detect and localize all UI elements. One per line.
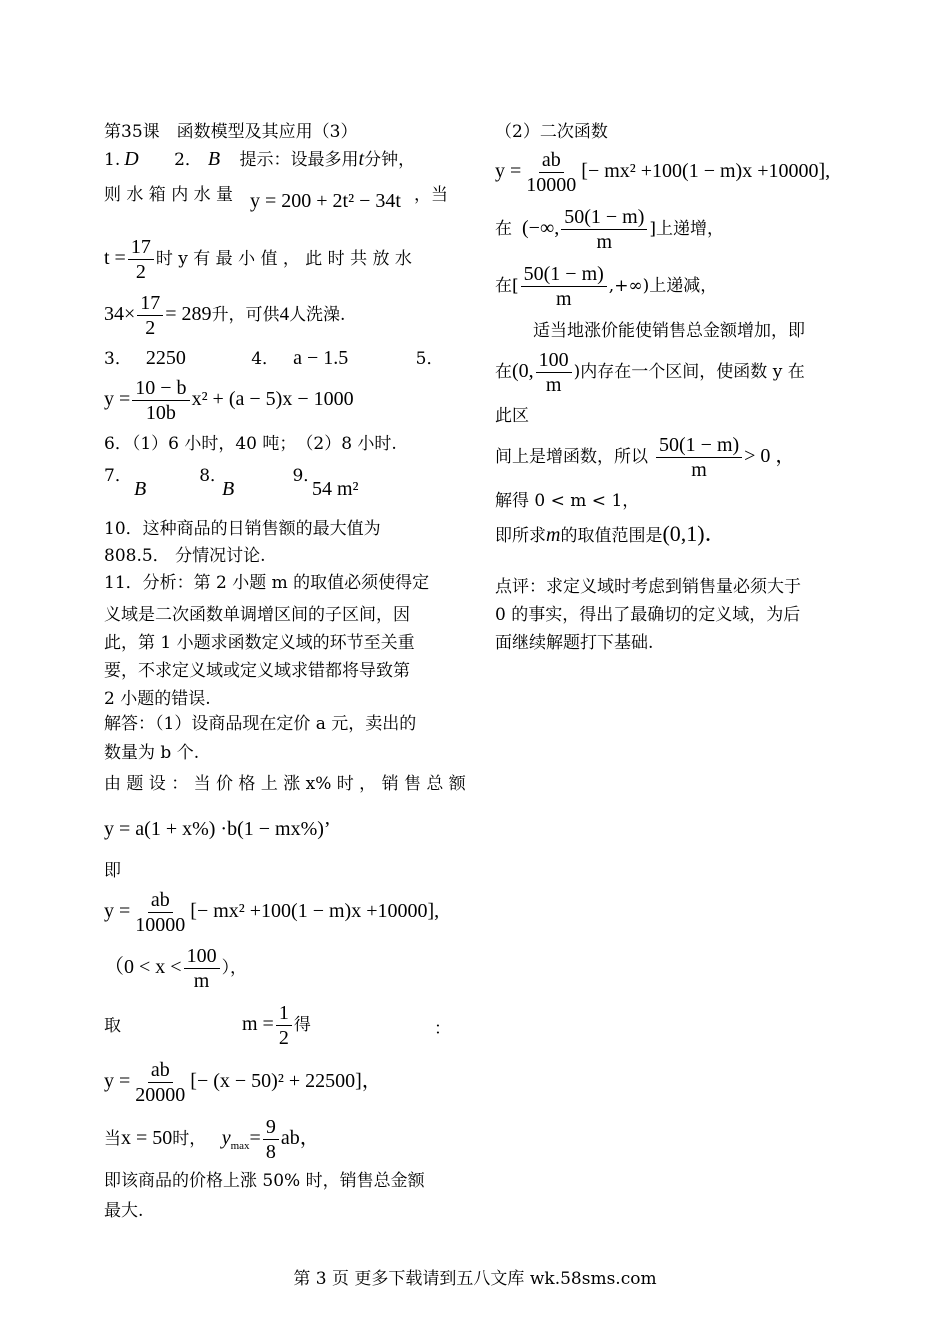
q7-answer: B [134, 478, 147, 500]
q6-answer: 6．（1）6 小时，40 吨； （2）8 小时. [104, 434, 397, 454]
q5-formula: y = $\frac{10 - b}{10b}$ x² + (a − 5)x − 1000 [104, 377, 354, 424]
increasing-interval: 在 (−∞, $\frac{50(1 - m)}{m}$ ]上递增， [495, 206, 724, 253]
q8-answer: B [222, 478, 235, 500]
solution-ji: 即 [104, 861, 121, 881]
q11-analysis-1: 11．分析：第 2 小题 m 的取值必须使得定 [104, 573, 430, 593]
q10-line1: 10．这种商品的日销售额的最大值为 [104, 519, 381, 539]
solution-max: 当x = 50时， $y_{max}=$ $\frac{9}{8}$ ab， [104, 1116, 320, 1163]
q2-min-line: t = $\frac{17}{2}$ 时 y 有 最 小 值 ， 此 时 共 放 水 [104, 236, 412, 283]
q11-analysis-5: 2 小题的错误. [104, 689, 211, 709]
result-line-1: 解得 0 < m < 1， [495, 491, 640, 511]
solution-formula-2: y = $\frac{ab}{10000}$ [− mx² +100(1 − m)x +10000], [104, 889, 440, 936]
reasoning-line-2: 在(0, $\frac{100}{m}$ )内存在一个区间，使函数 y 在 [495, 349, 805, 396]
q7-q8-q9-line: 7． 8． 9． [104, 466, 321, 486]
decreasing-interval: 在[ $\frac{50(1 - m)}{m}$ ,+∞)上递减， [495, 263, 718, 310]
solution-line-2: 数量为 b 个. [104, 743, 200, 763]
reasoning-line-1: 适当地涨价能使销售总金额增加，即 [533, 321, 805, 341]
solution-conclusion-2: 最大. [104, 1201, 144, 1221]
reasoning-line-3: 此区 [495, 406, 529, 426]
solution-take: 取 [104, 1016, 121, 1036]
q1-q2-line: 1. D 2． B 提示：设最多用t分钟， [104, 148, 416, 170]
q3-q4-q5-line: 3． 2250 4． a − 1.5 5． [104, 347, 444, 369]
comment-line-1: 点评：求定义域时考虑到销售量必须大于 [495, 577, 801, 597]
q11-analysis-4: 要，不求定义域或定义域求错都将导致第 [104, 661, 410, 681]
q11-analysis-3: 此，第 1 小题求函数定义域的环节至关重 [104, 633, 415, 653]
part2-title: （2）二次函数 [495, 122, 608, 142]
lesson-title: 第35课 函数模型及其应用（3） [104, 122, 358, 142]
solution-m-value: m = $\frac{1}{2}$ 得 [242, 1002, 311, 1049]
solution-formula-3: y = $\frac{ab}{20000}$ [− (x − 50)² + 22500]， [104, 1059, 382, 1106]
q2-volume-formula: y = 200 + 2t² − 34t [250, 190, 401, 212]
q9-answer: 54 m² [312, 478, 359, 500]
page-footer: 第 3 页 更多下载请到五八文库 wk.58sms.com [293, 1269, 657, 1289]
q2-product-line: 34× $\frac{17}{2}$ = 289升，可供4人洗澡. [104, 292, 346, 339]
solution-conclusion-1: 即该商品的价格上涨 50% 时，销售总金额 [104, 1171, 425, 1191]
solution-line-3: 由 题 设 ： 当 价 格 上 涨 x% 时 ， 销 售 总 额 [104, 774, 466, 794]
q10-line2: 808.5． 分情况讨论. [104, 546, 266, 566]
comment-line-3: 面继续解题打下基础. [495, 633, 654, 653]
part2-formula: y = $\frac{ab}{10000}$ [− mx² +100(1 − m)x +10000], [495, 149, 831, 196]
solution-formula-1: y = a(1 + x%) ·b(1 − mx%)’ [104, 818, 331, 840]
solution-domain: （0 < x < $\frac{100}{m}$ ）， [104, 945, 248, 992]
condition-line: 间上是增函数，所以 $\frac{50(1 - m)}{m}$ > 0 ， [495, 434, 796, 481]
q2-volume-line: 则 水 箱 内 水 量 [104, 185, 234, 205]
solution-line-1: 解答：（1）设商品现在定价 a 元，卖出的 [104, 714, 417, 734]
comment-line-2: 0 的事实，得出了最确切的定义域，为后 [495, 605, 801, 625]
result-line-2: 即所求m的取值范围是(0,1)． [495, 521, 727, 546]
q11-analysis-2: 义域是二次函数单调增区间的子区间，因 [104, 605, 410, 625]
